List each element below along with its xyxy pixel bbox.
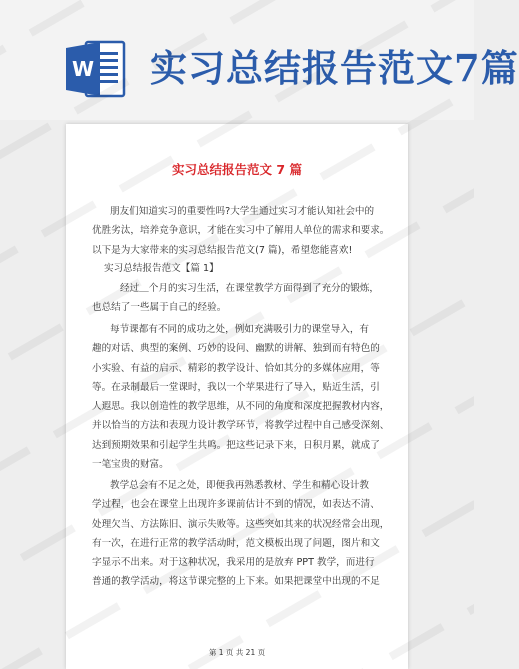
svg-text:W: W: [71, 57, 95, 81]
text-line: 也总结了一些属于自己的经验。: [92, 302, 227, 314]
page-number-footer: 第 1 页 共 21 页: [208, 648, 266, 657]
banner: [0, 0, 519, 120]
text-line: 等。在录制最后一堂课时，我以一个苹果进行了导入，贴近生活，引: [92, 381, 380, 393]
paragraph-1: [92, 279, 388, 318]
section-heading: [104, 259, 400, 278]
text-line: 一笔宝贵的财富。: [92, 459, 169, 471]
paragraph-2: [92, 320, 388, 474]
text-line: 教学总会有不足之处，即便我再熟悉教材、学生和精心设计教: [110, 480, 370, 491]
text-line: 处理欠当、方法陈旧、演示失败等。这些突如其来的状况经常会出现，: [92, 518, 390, 530]
section-heading-text: 实习总结报告范文【篇 1】: [104, 263, 219, 274]
intro-paragraph: [92, 202, 388, 260]
text-line: 人遐思。我以创造性的教学思维，从不同的角度和深度把握教材内容，: [92, 401, 390, 413]
text-line: 优胜劣汰，培养竞争意识，才能在实习中了解用人单位的需求和要求。: [92, 225, 390, 237]
text-line: 经过＿个月的实习生活，在课堂教学方面得到了充分的锻炼，: [120, 283, 380, 294]
document-title: 实习总结报告范文 7 篇: [172, 162, 302, 177]
banner-title: 实习总结报告范文7篇: [150, 46, 519, 90]
text-line: 并以恰当的方法和表现力设计教学环节，将教学过程中自己感受深刻、: [92, 420, 390, 432]
text-line: 普通的教学活动，将这节课完整的上下来。如果把课堂中出现的不足: [92, 576, 380, 588]
text-line: 字显示不出来。对于这种状况，我采用的是放弃 PPT 教学，而进行: [92, 557, 375, 569]
text-line: 小实验、有益的启示、精彩的教学设计、恰如其分的多媒体应用，等: [92, 362, 380, 374]
document-page: [66, 124, 408, 669]
word-document-icon: [66, 38, 126, 100]
paragraph-3: [92, 476, 388, 592]
text-line: 以下是为大家带来的实习总结报告范文(7 篇)，希望您能喜欢!: [92, 244, 353, 256]
text-line: 学过程，也会在课堂上出现许多课前估计不到的情况，如表达不清、: [92, 499, 380, 511]
text-line: 趣的对话、典型的案例、巧妙的设问、幽默的讲解、独到而有特色的: [92, 343, 380, 355]
text-line: 每节课都有不同的成功之处，例如充满吸引力的课堂导入，有: [110, 324, 370, 335]
text-line: 有一次，在进行正常的教学活动时，范文模板出现了问题，图片和文: [92, 537, 380, 549]
text-line: 朋友们知道实习的重要性吗?大学生通过实习才能认知社会中的: [110, 206, 375, 217]
text-line: 达到预期效果和引起学生共鸣。把这些记录下来，日积月累，就成了: [92, 439, 380, 451]
